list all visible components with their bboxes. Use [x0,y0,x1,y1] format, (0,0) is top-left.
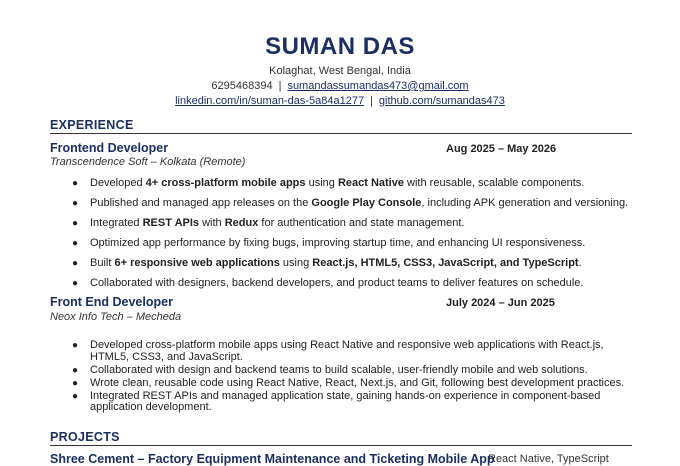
list-item: ● Collaborated with design and backend teams to build scalable, user-friendly mobile and web solutions. [72,363,588,376]
bullet-icon: ● [72,364,79,376]
job-dates: Aug 2025 – May 2026 [446,143,557,155]
section-title-projects: PROJECTS [50,430,120,444]
location: Kolaghat, West Bengal, India [269,65,411,77]
github-link[interactable]: github.com/sumandas473 [378,95,505,107]
bullet-icon: ● [72,238,79,249]
list-item: ● Wrote clean, reusable code using React Native, React, Next.js, and Git, following best development practices. [72,376,625,389]
list-item: ● Collaborated with designers, backend developers, and product teams to deliver features on schedule. [72,277,584,289]
list-item: ● Developed cross-platform mobile apps using React Native and responsive web applications with React.js, HTML5, CSS3, and JavaScript. [72,339,604,363]
job-company: Neox Info Tech – Mecheda [50,311,182,323]
email-link[interactable]: sumandassumandas473@gmail.com [287,80,469,92]
list-item: ● Published and managed app releases on the Google Play Console, including APK generation and versioning. [72,197,629,209]
bullet-icon: ● [72,390,79,402]
job-dates: July 2024 – Jun 2025 [446,297,555,309]
bullet-icon: ● [72,178,79,189]
project-title: Shree Cement – Factory Equipment Maintenance and Ticketing Mobile App [50,452,495,466]
job-bullets [72,339,635,415]
bullet-icon: ● [72,218,79,229]
section-divider [50,445,632,446]
separator: | [278,80,282,92]
links-row [0,95,680,107]
bullet-icon: ● [72,198,79,209]
separator: | [370,95,373,107]
candidate-name: SUMAN DAS [265,33,415,60]
bullet-icon: ● [72,278,79,289]
contact-row [0,80,680,92]
list-item: ● Optimized app performance by fixing bugs, improving startup time, and enhancing UI responsiveness. [72,237,586,249]
bullet-icon: ● [72,377,79,389]
phone: 6295468394 [211,80,273,92]
job-bullets [72,177,650,297]
bullet-icon: ● [72,340,79,351]
project-tech: React Native, TypeScript [488,453,609,465]
list-item: ● Built 6+ responsive web applications using React.js, HTML5, CSS3, JavaScript, and TypeScript. [72,257,582,269]
section-title-experience: EXPERIENCE [50,118,134,132]
list-item: ● Developed 4+ cross-platform mobile apps using React Native with reusable, scalable components. [72,177,585,189]
linkedin-link[interactable]: linkedin.com/in/suman-das-5a84a1277 [175,95,365,107]
list-item: ● Integrated REST APIs with Redux for authentication and state management. [72,217,465,229]
job-company: Transcendence Soft – Kolkata (Remote) [50,156,246,168]
job-role: Frontend Developer [50,141,169,155]
bullet-icon: ● [72,258,79,269]
section-divider [50,133,632,134]
job-role: Front End Developer [50,295,173,309]
list-item: ● Integrated REST APIs and managed application state, gaining hands-on experience in component-based application development. [72,389,601,413]
